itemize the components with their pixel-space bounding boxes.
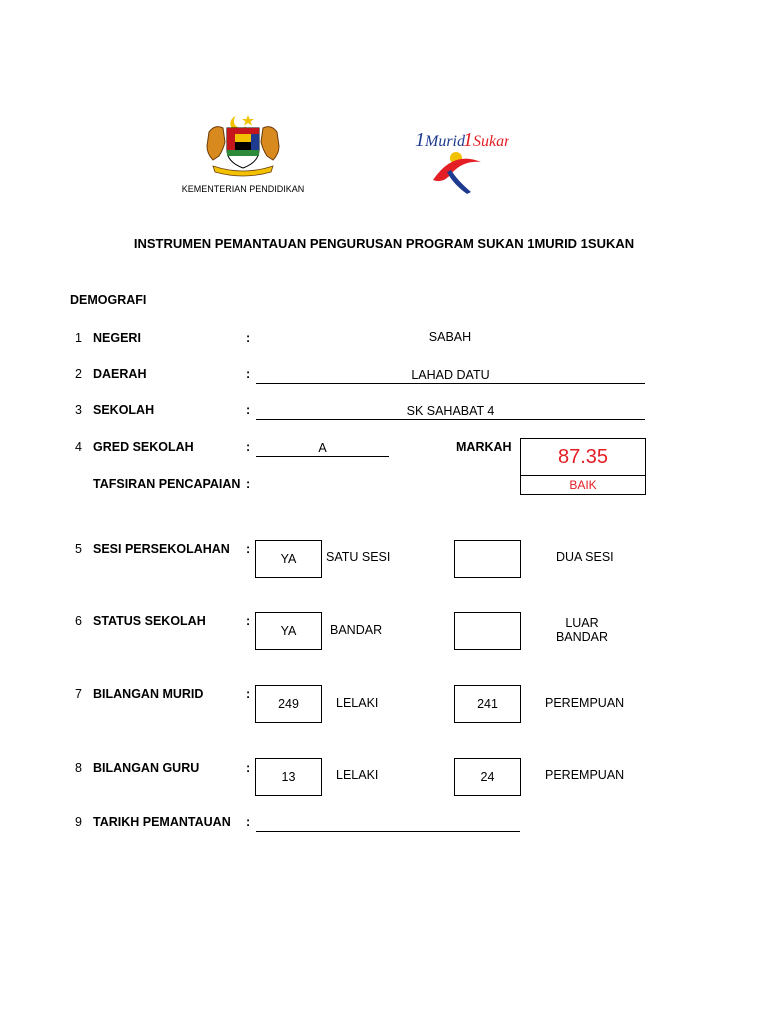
- status-label: STATUS SEKOLAH: [93, 614, 206, 628]
- section-title: DEMOGRAFI: [70, 293, 147, 307]
- row-number: 9: [75, 815, 82, 829]
- row-number: 1: [75, 331, 82, 345]
- colon: :: [246, 542, 251, 556]
- guru-lelaki-label: LELAKI: [336, 768, 379, 782]
- ministry-name: KEMENTERIAN PENDIDIKAN: [181, 184, 305, 194]
- row-number: 7: [75, 687, 82, 701]
- colon: :: [246, 403, 251, 417]
- sesi-dua-label: DUA SESI: [556, 550, 614, 564]
- program-logo: [413, 118, 509, 198]
- page-title: INSTRUMEN PEMANTAUAN PENGURUSAN PROGRAM SUKAN 1MURID 1SUKAN: [133, 236, 635, 251]
- row-number: 8: [75, 761, 82, 775]
- murid-lelaki-field[interactable]: [255, 685, 322, 723]
- gred-label: GRED SEKOLAH: [93, 440, 194, 454]
- sesi-dua-checkbox[interactable]: [454, 540, 521, 578]
- gred-field[interactable]: [256, 440, 389, 457]
- colon: :: [246, 761, 251, 775]
- daerah-value: LAHAD DATU: [411, 368, 490, 382]
- daerah-field[interactable]: [256, 367, 645, 384]
- sekolah-label: SEKOLAH: [93, 403, 155, 417]
- colon: :: [246, 440, 251, 454]
- colon: :: [246, 815, 251, 829]
- row-number: 6: [75, 614, 82, 628]
- murid-lelaki-label: LELAKI: [336, 696, 379, 710]
- sekolah-value: SK SAHABAT 4: [406, 404, 495, 418]
- markah-box: [520, 438, 646, 476]
- svg-text:1: 1: [415, 129, 425, 151]
- markah-value: 87.35: [557, 445, 609, 468]
- murid-perempuan-value: 241: [477, 697, 498, 711]
- sekolah-field[interactable]: [256, 403, 645, 420]
- guru-perempuan-value: 24: [480, 770, 495, 784]
- status-bandar-mark: YA: [280, 624, 297, 638]
- markah-label: MARKAH: [456, 440, 512, 454]
- murid-lelaki-value: 249: [278, 697, 299, 711]
- tafsiran-value: BAIK: [569, 478, 597, 492]
- sesi-satu-checkbox[interactable]: [255, 540, 322, 578]
- guru-perempuan-field[interactable]: [454, 758, 521, 796]
- tafsiran-box: [520, 475, 646, 495]
- status-luar-bandar-checkbox[interactable]: [454, 612, 521, 650]
- status-bandar-label: BANDAR: [330, 623, 383, 637]
- negeri-label: NEGERI: [93, 331, 141, 345]
- sesi-satu-label: SATU SESI: [326, 550, 391, 564]
- murid-perempuan-label: PEREMPUAN: [545, 696, 625, 710]
- sesi-label: SESI PERSEKOLAHAN: [93, 542, 230, 556]
- murid-perempuan-field[interactable]: [454, 685, 521, 723]
- ministry-crest: [203, 112, 283, 178]
- coat-of-arms-icon: [203, 112, 283, 178]
- sports-figure-icon: [413, 118, 509, 198]
- daerah-label: DAERAH: [93, 367, 147, 381]
- tafsiran-label: TAFSIRAN PENCAPAIAN: [93, 477, 241, 491]
- svg-text:Sukan: Sukan: [473, 133, 509, 150]
- svg-text:1: 1: [463, 129, 473, 151]
- tarikh-field[interactable]: [256, 815, 520, 832]
- row-number: 3: [75, 403, 82, 417]
- status-luar-line2: BANDAR: [555, 630, 609, 644]
- tarikh-label: TARIKH PEMANTAUAN: [93, 815, 231, 829]
- murid-label: BILANGAN MURID: [93, 687, 204, 701]
- row-number: 5: [75, 542, 82, 556]
- colon: :: [246, 614, 251, 628]
- status-luar-line1: LUAR: [565, 616, 599, 630]
- svg-text:Murid: Murid: [425, 133, 465, 150]
- colon: :: [246, 367, 251, 381]
- colon: :: [246, 477, 251, 491]
- status-luar-bandar-label: [548, 616, 616, 644]
- guru-lelaki-value: 13: [281, 770, 296, 784]
- gred-value: A: [318, 441, 327, 455]
- status-bandar-checkbox[interactable]: [255, 612, 322, 650]
- colon: :: [246, 331, 251, 345]
- guru-lelaki-field[interactable]: [255, 758, 322, 796]
- negeri-value: SABAH: [428, 330, 472, 344]
- sesi-satu-mark: YA: [280, 552, 297, 566]
- guru-label: BILANGAN GURU: [93, 761, 200, 775]
- guru-perempuan-label: PEREMPUAN: [545, 768, 625, 782]
- colon: :: [246, 687, 251, 701]
- negeri-field[interactable]: [256, 330, 644, 344]
- row-number: 2: [75, 367, 82, 381]
- row-number: 4: [75, 440, 82, 454]
